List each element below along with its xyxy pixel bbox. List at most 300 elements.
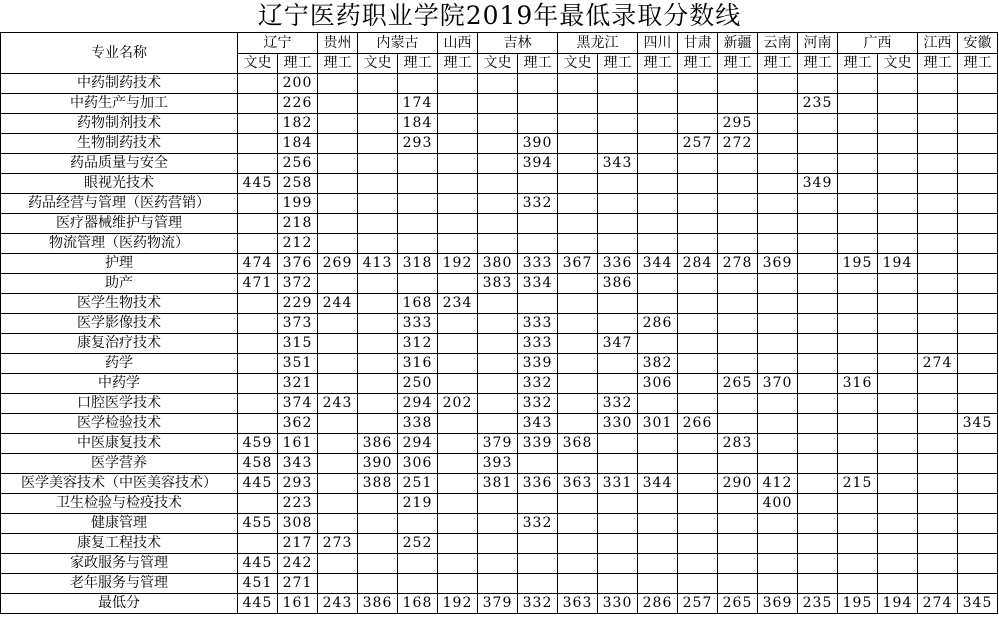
- score-cell: [558, 574, 598, 594]
- score-cell: [318, 354, 358, 374]
- score-cell: [878, 194, 918, 214]
- score-cell: 234: [438, 294, 478, 314]
- score-cell: [438, 534, 478, 554]
- table-row: [1, 454, 998, 474]
- score-cell: [758, 174, 798, 194]
- score-cell: [878, 494, 918, 514]
- score-cell: 295: [718, 114, 758, 134]
- score-cell: 265: [718, 374, 758, 394]
- score-cell: [558, 134, 598, 154]
- score-cell: [238, 194, 278, 214]
- score-cell: [518, 174, 558, 194]
- score-cell: [958, 214, 998, 234]
- table-row: [1, 574, 998, 594]
- score-cell: [758, 414, 798, 434]
- score-cell: [638, 554, 678, 574]
- table-row: [1, 374, 998, 394]
- header-subject: 理工: [438, 54, 478, 74]
- score-cell: 272: [718, 134, 758, 154]
- score-cell: [318, 274, 358, 294]
- score-cell: [318, 94, 358, 114]
- score-cell: [678, 354, 718, 374]
- score-cell: [958, 534, 998, 554]
- score-cell: [518, 114, 558, 134]
- score-cell: [878, 454, 918, 474]
- score-cell: 338: [398, 414, 438, 434]
- score-cell: [238, 494, 278, 514]
- score-cell: [958, 274, 998, 294]
- score-cell: [838, 74, 878, 94]
- score-cell: [678, 474, 718, 494]
- score-cell: [638, 234, 678, 254]
- table-row: [1, 154, 998, 174]
- score-cell: 266: [678, 414, 718, 434]
- score-cell: [598, 374, 638, 394]
- score-cell: [318, 134, 358, 154]
- min-score-cell: 386: [358, 594, 398, 614]
- score-cell: [758, 74, 798, 94]
- header-subject: 理工: [838, 54, 878, 74]
- score-cell: [878, 474, 918, 494]
- score-cell: [958, 154, 998, 174]
- table-row: [1, 134, 998, 154]
- score-cell: [718, 314, 758, 334]
- score-cell: 269: [318, 254, 358, 274]
- score-cell: 393: [478, 454, 518, 474]
- score-cell: [598, 194, 638, 214]
- header-province: 吉林: [478, 33, 558, 54]
- score-cell: [318, 114, 358, 134]
- score-cell: [718, 514, 758, 534]
- score-cell: [878, 94, 918, 114]
- score-cell: [958, 394, 998, 414]
- score-cell: [718, 234, 758, 254]
- score-cell: 174: [398, 94, 438, 114]
- score-cell: [238, 114, 278, 134]
- major-name: 药品经营与管理（医药营销）: [1, 194, 238, 214]
- major-name: 生物制药技术: [1, 134, 238, 154]
- header-row-provinces: [1, 33, 998, 54]
- table-row: [1, 94, 998, 114]
- score-cell: [438, 214, 478, 234]
- score-cell: [438, 274, 478, 294]
- score-cell: 334: [518, 274, 558, 294]
- score-cell: [238, 94, 278, 114]
- score-cell: [398, 234, 438, 254]
- score-cell: [958, 294, 998, 314]
- score-cell: 343: [518, 414, 558, 434]
- major-name: 药物制剂技术: [1, 114, 238, 134]
- score-cell: [838, 334, 878, 354]
- major-name: 中药生产与加工: [1, 94, 238, 114]
- score-cell: 332: [518, 394, 558, 414]
- score-cell: [678, 294, 718, 314]
- score-cell: [518, 574, 558, 594]
- score-cell: [798, 494, 838, 514]
- score-cell: 168: [398, 294, 438, 314]
- header-subject: 理工: [598, 54, 638, 74]
- score-cell: [878, 354, 918, 374]
- score-cell: [518, 234, 558, 254]
- score-cell: [958, 234, 998, 254]
- score-cell: 273: [318, 534, 358, 554]
- score-cell: [878, 514, 918, 534]
- score-cell: [318, 374, 358, 394]
- score-cell: [958, 574, 998, 594]
- score-cell: [958, 474, 998, 494]
- score-cell: [478, 214, 518, 234]
- score-cell: [478, 574, 518, 594]
- score-cell: [238, 314, 278, 334]
- score-cell: [558, 154, 598, 174]
- score-cell: [838, 394, 878, 414]
- score-cell: [678, 234, 718, 254]
- score-cell: 333: [518, 254, 558, 274]
- score-cell: 226: [278, 94, 318, 114]
- score-cell: 321: [278, 374, 318, 394]
- score-cell: [558, 94, 598, 114]
- score-cell: 223: [278, 494, 318, 514]
- major-name: 医学美容技术（中医美容技术）: [1, 474, 238, 494]
- score-cell: [558, 274, 598, 294]
- score-cell: [558, 554, 598, 574]
- score-cell: 184: [398, 114, 438, 134]
- score-cell: [718, 494, 758, 514]
- score-cell: [358, 574, 398, 594]
- score-cell: [398, 194, 438, 214]
- major-name: 药学: [1, 354, 238, 374]
- score-cell: [918, 514, 958, 534]
- score-cell: [838, 174, 878, 194]
- score-cell: [798, 234, 838, 254]
- score-cell: [798, 254, 838, 274]
- score-cell: [478, 234, 518, 254]
- min-score-row: [1, 594, 998, 614]
- score-cell: [918, 554, 958, 574]
- score-cell: [758, 214, 798, 234]
- min-score-cell: 363: [558, 594, 598, 614]
- score-cell: [318, 194, 358, 214]
- score-cell: 347: [598, 334, 638, 354]
- score-cell: [758, 114, 798, 134]
- score-cell: [758, 194, 798, 214]
- score-cell: [478, 314, 518, 334]
- score-cell: [358, 534, 398, 554]
- score-cell: [478, 154, 518, 174]
- score-cell: [678, 574, 718, 594]
- score-cell: [718, 194, 758, 214]
- score-cell: [678, 94, 718, 114]
- min-score-cell: 332: [518, 594, 558, 614]
- score-cell: [318, 174, 358, 194]
- score-cell: 293: [398, 134, 438, 154]
- score-cell: 388: [358, 474, 398, 494]
- score-cell: 374: [278, 394, 318, 414]
- score-cell: [478, 334, 518, 354]
- score-cell: [758, 274, 798, 294]
- score-cell: [878, 534, 918, 554]
- score-cell: [918, 174, 958, 194]
- score-cell: 394: [518, 154, 558, 174]
- major-name: 健康管理: [1, 514, 238, 534]
- score-cell: [438, 314, 478, 334]
- score-cell: [838, 574, 878, 594]
- score-cell: [358, 74, 398, 94]
- min-score-cell: 379: [478, 594, 518, 614]
- score-cell: [878, 374, 918, 394]
- score-cell: 386: [598, 274, 638, 294]
- score-cell: 301: [638, 414, 678, 434]
- score-cell: 229: [278, 294, 318, 314]
- score-cell: [318, 74, 358, 94]
- score-cell: [398, 554, 438, 574]
- min-score-cell: 194: [878, 594, 918, 614]
- header-province: 贵州: [318, 33, 358, 54]
- score-cell: [558, 534, 598, 554]
- score-cell: [798, 574, 838, 594]
- score-cell: [918, 294, 958, 314]
- score-cell: [598, 214, 638, 234]
- table-row: [1, 514, 998, 534]
- score-cell: 386: [358, 434, 398, 454]
- header-subject: 理工: [638, 54, 678, 74]
- min-score-cell: 369: [758, 594, 798, 614]
- score-cell: [598, 454, 638, 474]
- table-row: [1, 274, 998, 294]
- score-cell: [558, 214, 598, 234]
- score-cell: [718, 74, 758, 94]
- score-cell: [598, 514, 638, 534]
- score-cell: 376: [278, 254, 318, 274]
- score-cell: [798, 294, 838, 314]
- score-cell: [358, 414, 398, 434]
- score-cell: [438, 334, 478, 354]
- score-cell: 252: [398, 534, 438, 554]
- score-cell: [838, 94, 878, 114]
- score-cell: 351: [278, 354, 318, 374]
- score-cell: 308: [278, 514, 318, 534]
- score-cell: 284: [678, 254, 718, 274]
- score-cell: [638, 394, 678, 414]
- table-row: [1, 354, 998, 374]
- score-cell: [798, 354, 838, 374]
- score-cell: [678, 154, 718, 174]
- score-cell: [518, 294, 558, 314]
- header-subject: 理工: [758, 54, 798, 74]
- score-cell: 451: [238, 574, 278, 594]
- min-score-cell: 286: [638, 594, 678, 614]
- score-cell: [918, 494, 958, 514]
- header-province: 甘肃: [678, 33, 718, 54]
- table-row: [1, 234, 998, 254]
- score-cell: [958, 514, 998, 534]
- score-cell: [878, 234, 918, 254]
- score-cell: [798, 194, 838, 214]
- score-cell: [918, 154, 958, 174]
- score-cell: 271: [278, 574, 318, 594]
- score-cell: [318, 414, 358, 434]
- score-cell: [838, 414, 878, 434]
- score-cell: [318, 474, 358, 494]
- score-cell: [918, 114, 958, 134]
- score-cell: 331: [598, 474, 638, 494]
- score-cell: 217: [278, 534, 318, 554]
- score-cell: [798, 474, 838, 494]
- score-cell: 332: [598, 394, 638, 414]
- score-cell: [558, 194, 598, 214]
- score-cell: [318, 434, 358, 454]
- score-cell: [678, 114, 718, 134]
- score-cell: [758, 294, 798, 314]
- score-cell: [758, 154, 798, 174]
- score-cell: [358, 234, 398, 254]
- min-score-cell: 243: [318, 594, 358, 614]
- score-cell: [838, 434, 878, 454]
- score-cell: [958, 334, 998, 354]
- score-cell: [558, 314, 598, 334]
- score-cell: [798, 514, 838, 534]
- header-subject: 文史: [358, 54, 398, 74]
- score-cell: [358, 374, 398, 394]
- score-cell: [918, 194, 958, 214]
- score-cell: [558, 374, 598, 394]
- score-cell: 445: [238, 174, 278, 194]
- table-row: [1, 334, 998, 354]
- score-cell: [638, 134, 678, 154]
- score-cell: [318, 154, 358, 174]
- score-cell: 336: [518, 474, 558, 494]
- score-cell: [318, 454, 358, 474]
- header-subject: 文史: [238, 54, 278, 74]
- score-cell: [758, 134, 798, 154]
- score-cell: 349: [798, 174, 838, 194]
- score-cell: 339: [518, 434, 558, 454]
- score-cell: [398, 154, 438, 174]
- score-cell: [238, 354, 278, 374]
- score-cell: 373: [278, 314, 318, 334]
- score-cell: [638, 294, 678, 314]
- major-name: 医学生物技术: [1, 294, 238, 314]
- score-cell: 333: [518, 314, 558, 334]
- major-name: 助产: [1, 274, 238, 294]
- major-name: 中药制药技术: [1, 74, 238, 94]
- score-cell: [478, 494, 518, 514]
- min-score-cell: 192: [438, 594, 478, 614]
- score-cell: 212: [278, 234, 318, 254]
- score-cell: [918, 454, 958, 474]
- score-cell: [438, 434, 478, 454]
- score-cell: 336: [598, 254, 638, 274]
- header-subject: 理工: [678, 54, 718, 74]
- score-cell: [878, 274, 918, 294]
- min-score-cell: 195: [838, 594, 878, 614]
- score-cell: 200: [278, 74, 318, 94]
- score-cell: [958, 114, 998, 134]
- score-cell: [678, 434, 718, 454]
- score-cell: 274: [918, 354, 958, 374]
- score-cell: [438, 154, 478, 174]
- score-cell: 379: [478, 434, 518, 454]
- header-subject: 文史: [878, 54, 918, 74]
- score-cell: [638, 534, 678, 554]
- score-cell: [398, 214, 438, 234]
- major-name: 护理: [1, 254, 238, 274]
- score-cell: [598, 314, 638, 334]
- score-cell: [518, 454, 558, 474]
- score-cell: [438, 234, 478, 254]
- score-cell: 316: [838, 374, 878, 394]
- score-cell: [438, 454, 478, 474]
- score-cell: 459: [238, 434, 278, 454]
- score-cell: [838, 134, 878, 154]
- score-cell: [718, 354, 758, 374]
- score-cell: [718, 454, 758, 474]
- score-cell: [878, 154, 918, 174]
- score-cell: [958, 194, 998, 214]
- score-cell: [438, 114, 478, 134]
- score-cell: [398, 74, 438, 94]
- score-cell: 312: [398, 334, 438, 354]
- score-cell: 367: [558, 254, 598, 274]
- score-cell: [358, 494, 398, 514]
- score-cell: 194: [878, 254, 918, 274]
- score-cell: [238, 394, 278, 414]
- score-cell: [318, 234, 358, 254]
- score-cell: 278: [718, 254, 758, 274]
- major-name: 医学营养: [1, 454, 238, 474]
- score-cell: [598, 234, 638, 254]
- score-cell: [838, 214, 878, 234]
- score-cell: [318, 334, 358, 354]
- score-cell: [358, 194, 398, 214]
- score-cell: [798, 534, 838, 554]
- score-cell: [558, 454, 598, 474]
- score-cell: [678, 74, 718, 94]
- score-cell: [838, 354, 878, 374]
- score-cell: [798, 114, 838, 134]
- score-cell: [878, 114, 918, 134]
- score-cell: [838, 114, 878, 134]
- score-cell: 215: [838, 474, 878, 494]
- score-cell: [478, 354, 518, 374]
- score-cell: 339: [518, 354, 558, 374]
- score-cell: [918, 434, 958, 454]
- score-cell: [918, 94, 958, 114]
- score-cell: 363: [558, 474, 598, 494]
- score-cell: [678, 554, 718, 574]
- score-cell: [638, 194, 678, 214]
- score-cell: 370: [758, 374, 798, 394]
- score-cell: [358, 134, 398, 154]
- score-cell: [358, 214, 398, 234]
- score-cell: [358, 314, 398, 334]
- score-cell: 343: [598, 154, 638, 174]
- header-province: 山西: [438, 33, 478, 54]
- score-cell: [958, 454, 998, 474]
- header-province: 河南: [798, 33, 838, 54]
- score-cell: [718, 274, 758, 294]
- score-cell: [358, 334, 398, 354]
- score-cell: 344: [638, 474, 678, 494]
- score-cell: [678, 334, 718, 354]
- admission-score-table: [0, 32, 998, 614]
- score-cell: [678, 374, 718, 394]
- score-cell: [918, 314, 958, 334]
- score-cell: [878, 414, 918, 434]
- score-cell: [758, 434, 798, 454]
- score-cell: [918, 374, 958, 394]
- score-cell: [518, 74, 558, 94]
